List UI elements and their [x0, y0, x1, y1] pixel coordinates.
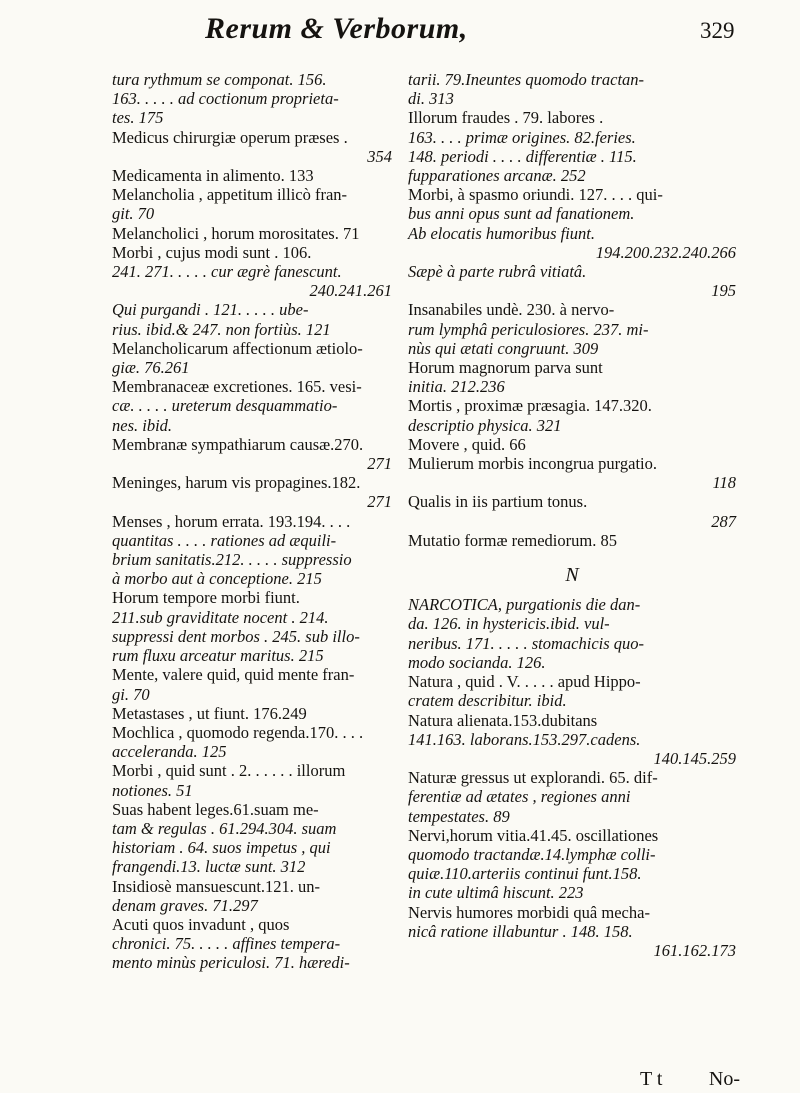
index-line: 211.sub graviditate nocent . 214. [112, 607, 329, 627]
index-line: Morbi, à spasmo oriundi. 127. . . . qui- [408, 185, 663, 205]
page-footer [560, 1068, 740, 1091]
index-line: 354 [367, 146, 392, 166]
index-line: 140.145.259 [653, 748, 736, 768]
index-line: gi. 70 [112, 684, 150, 704]
index-line: Horum tempore morbi fiunt. [112, 588, 300, 608]
index-line: Mente, valere quid, quid mente fran- [112, 665, 355, 685]
index-line: 271 [367, 454, 392, 474]
index-line: fupparationes arcanæ. 252 [408, 166, 586, 186]
index-line: mento minùs periculosi. 71. hæredi- [112, 953, 350, 973]
index-line: Metastases , ut fiunt. 176.249 [112, 703, 307, 723]
index-line: Movere , quid. 66 [408, 434, 526, 454]
index-line: di. 313 [408, 89, 454, 109]
index-line: modo sociandа. 126. [408, 652, 546, 672]
index-line: ferentiæ ad ætates , regiones anni [408, 787, 631, 807]
index-column-left [112, 70, 392, 973]
index-line: Membranæ sympathiarum causæ.270. [112, 434, 364, 454]
index-line: Morbi , cujus modi sunt . 106. [112, 242, 312, 262]
index-line: cæ. . . . . ureterum desquammatio- [112, 396, 338, 416]
index-line: 194.200.232.240.266 [595, 242, 736, 262]
index-line: Morbi , quid sunt . 2. . . . . . illorum [112, 761, 346, 781]
index-line: Nervis humores morbidi quâ mecha- [408, 902, 650, 922]
index-line: nùs qui ætati congruunt. 309 [408, 338, 599, 358]
index-line: 148. periodi . . . . differentiæ . 115. [408, 146, 637, 166]
index-line: Qualis in iis partium tonus. [408, 492, 588, 512]
index-line: Naturæ gressus ut explorandi. 65. dif- [408, 768, 658, 788]
index-line: Melancholici , horum morositates. 71 [112, 223, 360, 243]
index-line: brium sanitatis.212. . . . . suppressio [112, 550, 352, 570]
index-line: bus anni opus sunt ad fanationem. [408, 204, 635, 224]
index-line: à morbo aut à conceptione. 215 [112, 569, 322, 589]
catchword: No- [708, 1068, 740, 1090]
index-line: Ab elocatis humoribus fiunt. [408, 223, 595, 243]
index-line: suppressi dent morbos . 245. sub illo- [112, 626, 360, 646]
index-line: rum fluxu arceatur maritus. 215 [112, 646, 324, 666]
index-line: notiones. 51 [112, 780, 193, 800]
index-line: 271 [367, 492, 392, 512]
index-line: Mulierum morbis incongrua purgatio. [408, 454, 657, 474]
index-line: nicâ ratione illabuntur . 148. 158. [408, 921, 633, 941]
index-line: Melancholia , appetitum illicò fran- [112, 185, 348, 205]
index-line: Qui purgandi . 121. . . . . ube- [112, 300, 309, 320]
index-line: Insanabiles undè. 230. à nervo- [408, 300, 615, 320]
index-line: 195 [711, 281, 736, 301]
page-number: 329 [700, 18, 735, 43]
signature-mark: T t [640, 1068, 663, 1090]
index-line: git. 70 [112, 204, 155, 224]
index-line: in cute ultimâ hiscunt. 223 [408, 883, 584, 903]
index-line: da. 126. in hystericis.ibid. vul- [408, 614, 610, 634]
index-line: NARCOTICA, purgationis die dan- [408, 595, 641, 615]
index-line: 141.163. laborans.153.297.cadens. [408, 729, 641, 749]
index-line: initia. 212.236 [408, 377, 505, 397]
page-header [0, 8, 800, 48]
index-line: 240.241.261 [309, 281, 392, 301]
index-line: Nervi,horum vitia.41.45. oscillationes [408, 825, 659, 845]
index-line: Membranaceæ excretiones. 165. vesi- [112, 377, 362, 397]
index-line: Mutatio formæ remediorum. 85 [408, 530, 617, 550]
index-line: descriptio physica. 321 [408, 415, 562, 435]
index-line: Natura alienata.153.dubitans [408, 710, 598, 730]
index-line: giæ. 76.261 [112, 358, 190, 378]
index-line: 163. . . . primæ origines. 82.feries. [408, 127, 636, 147]
index-line: Medicus chirurgiæ operum præses . [112, 127, 348, 147]
index-line: Mochlica , quomodo regenda.170. . . . [112, 722, 364, 742]
index-line: rum lymphâ periculosiores. 237. mi- [408, 319, 649, 339]
index-line: rius. ibid.& 247. non fortiùs. 121 [112, 319, 331, 339]
index-line: 161.162.173 [653, 940, 736, 960]
index-line: tes. 175 [112, 108, 164, 128]
index-line: neribus. 171. . . . . stomachicis quo- [408, 633, 645, 653]
index-line: quomodo tractandæ.14.lymphæ colli- [408, 844, 656, 864]
index-line: chronici. 75. . . . . affines tempera- [112, 934, 341, 954]
index-line: 241. 271. . . . . cur ægrè fanescunt. [112, 262, 342, 282]
index-line: Sæpè à parte rubrâ vitiatâ. [408, 262, 587, 282]
index-line: Melancholicarum affectionum ætiolo- [112, 338, 363, 358]
index-line: Medicamenta in alimento. 133 [112, 166, 314, 186]
index-line: Menses , horum errata. 193.194. . . . [112, 511, 351, 531]
index-line: Horum magnorum parva sunt [408, 358, 603, 378]
section-letter: N [565, 564, 579, 587]
index-line: Illorum fraudes . 79. labores . [408, 108, 604, 128]
index-line: 163. . . . . ad coctionum proprieta- [112, 89, 339, 109]
index-line: cratem describitur. ibid. [408, 691, 567, 711]
index-line: denam graves. 71.297 [112, 895, 258, 915]
index-line: nes. ibid. [112, 415, 173, 435]
index-line: acceleranda. 125 [112, 742, 227, 762]
index-line: Suas habent leges.61.suam me- [112, 799, 319, 819]
index-column-right [408, 70, 736, 960]
index-line: Acuti quos invadunt , quos [112, 914, 290, 934]
index-line: 287 [711, 511, 736, 531]
index-line: frangendi.13. luctæ sunt. 312 [112, 857, 306, 877]
index-line: quiæ.110.arteriis continui funt.158. [408, 864, 642, 884]
running-title: Rerum & Verborum, [205, 12, 468, 45]
index-line: Mortis , proximæ præsagia. 147.320. [408, 396, 652, 416]
index-line: tarii. 79.Ineuntes quomodo tractan- [408, 70, 645, 89]
index-line: 118 [712, 473, 736, 493]
index-line: Insidiosè mansuescunt.121. un- [112, 876, 321, 896]
index-line: tam & regulas . 61.294.304. suam [112, 818, 337, 838]
index-line: tura rythmum se componat. 156. [112, 70, 327, 89]
index-line: Natura , quid . V. . . . . apud Hippo- [408, 672, 641, 692]
index-line: tempestates. 89 [408, 806, 510, 826]
index-line: Meninges, harum vis propagines.182. [112, 473, 361, 493]
index-line: historiam . 64. suos impetus , qui [112, 838, 331, 858]
index-line: quantitas . . . . rationes ad æquili- [112, 530, 337, 550]
